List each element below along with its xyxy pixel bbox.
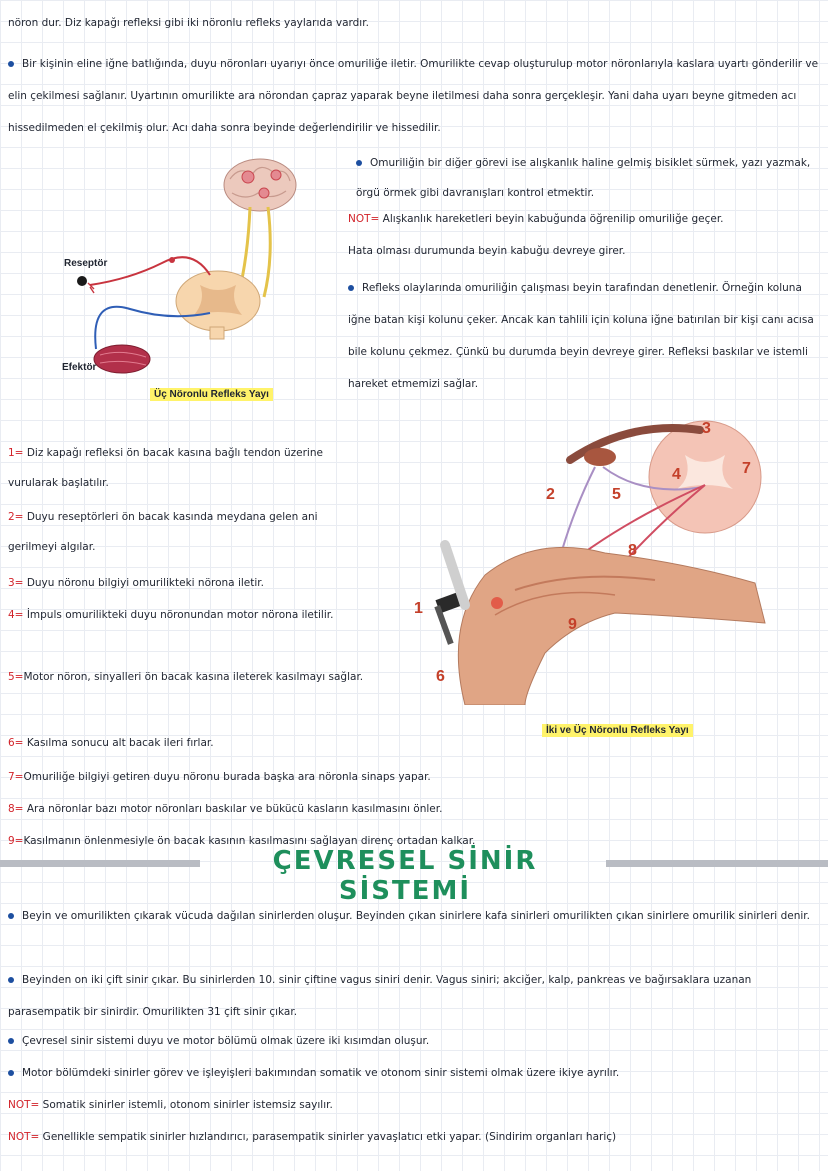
- step-item: [8, 600, 368, 630]
- section-title-text: ÇEVRESEL SİNİR SİSTEMİ: [272, 846, 538, 906]
- bullet-peripheral-definition: [8, 900, 820, 932]
- figure2-caption: İki ve Üç Nöronlu Refleks Yayı: [542, 724, 693, 737]
- bullet-text: Beyinden on iki çift sinir çıkar. Bu sinirlerden 10. sinir çiftine vagus siniri denir. Vagus siniri; akciğer, kalp, pankreas ve bağırsaklara uzanan parasempatik bir sinirdir. Omurilikten 31 çift sinir çıkar.: [8, 974, 752, 1018]
- paragraph-text: Omuriliğin bir diğer görevi ise alışkanlık haline gelmiş bisiklet sürmek, yazı yazmak, örgü örmek gibi davranışları kontrol etmektir.: [356, 157, 811, 199]
- bullet-dot: [8, 61, 14, 67]
- bullet-cranial-nerves: [8, 964, 820, 1028]
- bullet-dot: [8, 913, 14, 919]
- bullet-text: Motor bölümdeki sinirler görev ve işleyişleri bakımından somatik ve otonom sinir sistemi olmak üzere ikiye ayrılır.: [22, 1067, 620, 1079]
- step-key: 5=: [8, 671, 24, 683]
- step-key: 2=: [8, 511, 24, 523]
- paragraph-text: Bir kişinin eline iğne batlığında, duyu nöronları uyarıyı önce omuriliğe iletir. Omurilikte cevap oluşturulup motor nöronlarıyla kaslara uyartı gönderilir ve elin çekilmesi sağlanır. Uyartının omurilikte ara nörondan çapraz yaparak beyne iletilmesi daha sonra gerçekleşir. Yani daha uyarı beyne gitmeden acı hissedilmeden el çekilmiş olur. Acı daha sonra beyinde değerlendirilir ve hissedilir.: [8, 58, 819, 134]
- figure2-number-6: 6: [436, 668, 445, 685]
- note-sympathetic: [8, 1130, 616, 1144]
- step-text: Omuriliğe bilgiyi getiren duyu nöronu burada başka ara nöronla sinaps yapar.: [23, 771, 431, 783]
- step-key: 9=: [8, 835, 24, 847]
- receptor-dot: [77, 276, 87, 286]
- step-key: 7=: [8, 771, 24, 783]
- step-text: İmpuls omurilikteki duyu nöronundan motor nörona iletilir.: [23, 609, 334, 621]
- bullet-text: Çevresel sinir sistemi duyu ve motor bölümü olmak üzere iki kısımdan oluşur.: [22, 1035, 430, 1047]
- note-text: Somatik sinirler istemli, otonom sinirler istemsiz sayılır.: [39, 1099, 333, 1111]
- step-item: [8, 762, 568, 792]
- paragraph-reflex-example: [8, 48, 820, 144]
- figure2-number-4: 4: [672, 466, 681, 483]
- note-prefix: NOT=: [348, 213, 380, 225]
- figure2-number-8: 8: [628, 542, 637, 559]
- paragraph-text: Refleks olaylarında omuriliğin çalışması beyin tarafından denetlenir. Örneğin koluna iğne batan kişi kolunu çeker. Ancak kan tahlili için koluna iğne batırılan bir kişi canı acısa bile kolunu çekmez. Çünkü bu durumda beyin devreye girer. Refleksi baskılar ve istemli hareket etmemizi sağlar.: [348, 282, 814, 390]
- knee-reflex-figure: [405, 415, 825, 705]
- intro-line: nöron dur. Diz kapağı refleksi gibi iki nöronlu refleks yaylarıda vardır.: [8, 17, 369, 29]
- step-text: Duyu reseptörleri ön bacak kasında meydana gelen ani gerilmeyi algılar.: [8, 511, 318, 553]
- step-text: Kasılma sonucu alt bacak ileri fırlar.: [23, 737, 214, 749]
- step-text: Duyu nöronu bilgiyi omurilikteki nörona iletir.: [23, 577, 264, 589]
- step-key: 8=: [8, 803, 24, 815]
- step-item: [8, 502, 368, 562]
- effector-label: Efektör: [62, 362, 97, 373]
- figure2-number-1: 1: [414, 600, 423, 617]
- paragraph-reflex-control: [348, 272, 822, 400]
- figure1-caption: Üç Nöronlu Refleks Yayı: [150, 388, 273, 401]
- step-key: 6=: [8, 737, 24, 749]
- spinal-cord-cross-section: [176, 271, 260, 339]
- step-key: 4=: [8, 609, 24, 621]
- note-somatic: [8, 1098, 333, 1112]
- bullet-dot: [356, 160, 362, 166]
- figure2-number-3: 3: [702, 420, 711, 437]
- bullet-motor: [8, 1066, 619, 1080]
- step-text: Motor nöron, sinyalleri ön bacak kasına ileterek kasılmayı sağlar.: [23, 671, 364, 683]
- figure2-number-2: 2: [546, 486, 555, 503]
- section-title: [0, 846, 828, 906]
- bullet-dot: [8, 1070, 14, 1076]
- note-text: Genellikle sempatik sinirler hızlandırıcı, parasempatik sinirler yavaşlatıcı etki yapar. (Sindirim organları hariç): [39, 1131, 617, 1143]
- step-key: 1=: [8, 447, 24, 459]
- note-prefix: NOT=: [8, 1131, 40, 1143]
- step-text: Ara nöronlar bazı motor nöronları baskılar ve bükücü kasların kasılmasını önler.: [23, 803, 443, 815]
- figure2-number-9: 9: [568, 616, 577, 633]
- step-item: [8, 662, 368, 692]
- step-key: 3=: [8, 577, 24, 589]
- figure2-number-5: 5: [612, 486, 621, 503]
- step-item: [8, 728, 508, 758]
- brain-illustration: [224, 159, 296, 211]
- bullet-text: Beyin ve omurilikten çıkarak vücuda dağılan sinirlerden oluşur. Beyinden çıkan sinirlere kafa sinirleri omurilikten çıkan sinirlere omurilik sinirleri denir.: [22, 910, 810, 922]
- bullet-parts: [8, 1034, 429, 1048]
- paragraph-habit: [356, 148, 822, 208]
- step-text: Diz kapağı refleksi ön bacak kasına bağlı tendon üzerine vurularak başlatılır.: [8, 447, 323, 489]
- step-item: [8, 438, 368, 498]
- note-habit: [348, 212, 724, 226]
- title-rule-left: [0, 860, 200, 867]
- paragraph-error: Hata olması durumunda beyin kabuğu devreye girer.: [348, 245, 626, 257]
- note-text: Alışkanlık hareketleri beyin kabuğunda öğrenilip omuriliğe geçer.: [379, 213, 724, 225]
- step-item: [8, 568, 368, 598]
- effector-muscle: [94, 345, 150, 373]
- title-rule-right: [606, 860, 828, 867]
- bullet-dot: [8, 1038, 14, 1044]
- note-prefix: NOT=: [8, 1099, 40, 1111]
- bullet-dot: [8, 977, 14, 983]
- step-text: Kasılmanın önlenmesiyle ön bacak kasının kasılmasını sağlayan direnç ortadan kalkar.: [23, 835, 476, 847]
- receptor-label: Reseptör: [64, 258, 108, 269]
- step-item: [8, 794, 568, 824]
- leg-illustration: [458, 547, 765, 705]
- figure2-number-7: 7: [742, 460, 751, 477]
